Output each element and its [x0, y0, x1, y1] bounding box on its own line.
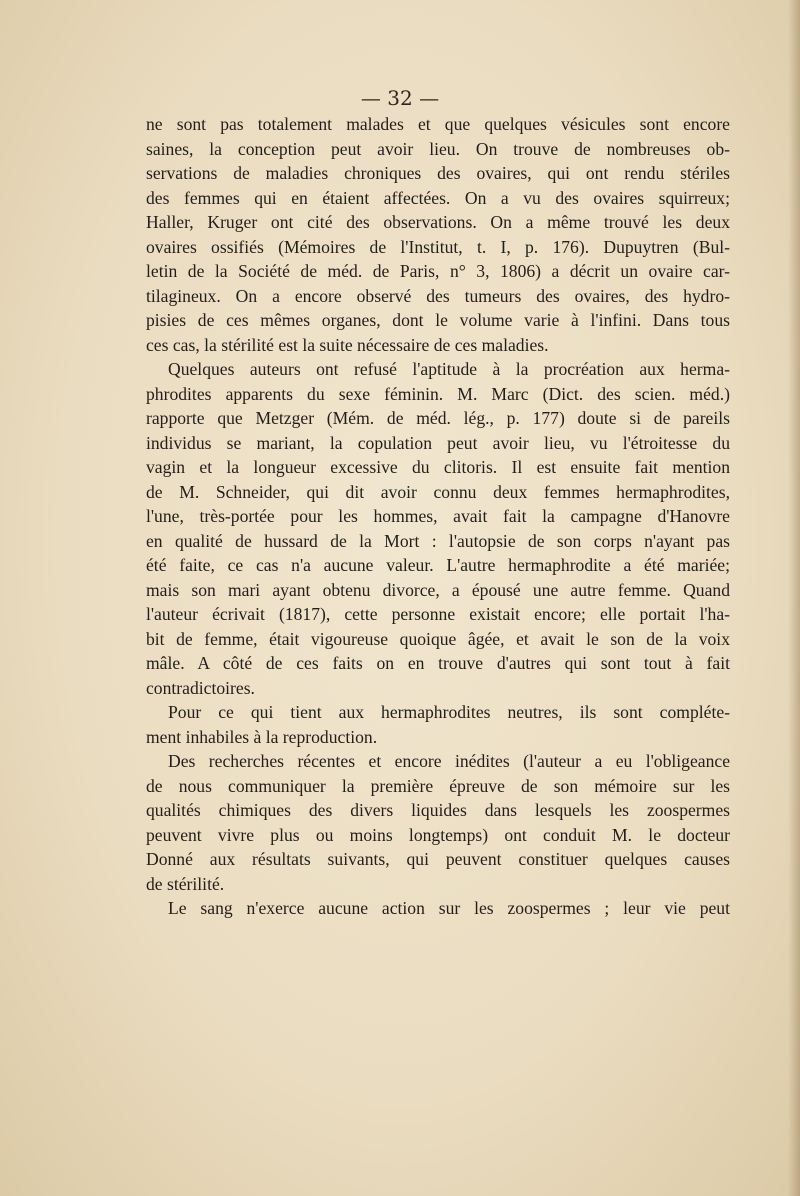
text-line: ovaires ossifiés (Mémoires de l'Institut, t. I, p. 176). Dupuytren (Bul-: [146, 236, 730, 257]
text-line: Pour ce qui tient aux hermaphrodites neutres, ils sont compléte-: [168, 702, 730, 722]
text-line: vagin et la longueur excessive du clitoris. Il est ensuite fait mention: [146, 457, 730, 477]
text-line: Des recherches récentes et encore inédites (l'auteur a eu l'obligeance: [168, 751, 730, 771]
text-line: bit de femme, était vigoureuse quoique âgée, et avait le son de la voix: [146, 628, 730, 649]
text-line: été faite, ce cas n'a aucune valeur. L'autre hermaphrodite a été mariée;: [146, 555, 730, 575]
text-line: de stérilité.: [146, 873, 225, 894]
text-line: l'une, très-portée pour les hommes, avait fait la campagne d'Hanovre: [146, 506, 730, 526]
text-line: qualités chimiques des divers liquides dans lesquels les zoospermes: [146, 800, 730, 820]
text-line: rapporte que Metzger (Mém. de méd. lég., p. 177) doute si de pareils: [146, 408, 730, 428]
text-line: Le sang n'exerce aucune action sur les zoospermes ; leur vie peut: [168, 898, 730, 918]
text-line: en qualité de hussard de la Mort : l'autopsie de son corps n'ayant pas: [146, 530, 730, 551]
page-edge-shadow: [788, 0, 800, 1196]
text-line: de nous communiquer la première épreuve de son mémoire sur les: [146, 775, 730, 796]
text-line: Haller, Kruger ont cité des observations. On a même trouvé les deux: [146, 212, 730, 232]
text-line: ces cas, la stérilité est la suite nécessaire de ces maladies.: [146, 334, 549, 355]
text-line: servations de maladies chroniques des ovaires, qui ont rendu stériles: [146, 163, 730, 183]
text-line: ne sont pas totalement malades et que quelques vésicules sont encore: [146, 114, 730, 134]
text-line: phrodites apparents du sexe féminin. M. Marc (Dict. des scien. méd.): [146, 383, 730, 404]
text-line: letin de la Société de méd. de Paris, n° 3, 1806) a décrit un ovaire car-: [146, 261, 730, 281]
text-line: Quelques auteurs ont refusé l'aptitude à la procréation aux herma-: [168, 359, 730, 379]
text-line: saines, la conception peut avoir lieu. On trouve de nombreuses ob-: [146, 138, 730, 159]
text-line: peuvent vivre plus ou moins longtemps) ont conduit M. le docteur: [146, 824, 730, 845]
text-line: l'auteur écrivait (1817), cette personne existait encore; elle portait l'ha-: [146, 604, 730, 624]
text-line: mâle. A côté de ces faits on en trouve d'autres qui sont tout à fait: [146, 653, 730, 673]
text-line: ment inhabiles à la reproduction.: [146, 726, 378, 747]
text-line: Donné aux résultats suivants, qui peuvent constituer quelques causes: [146, 849, 730, 869]
text-line: mais son mari ayant obtenu divorce, a épousé une autre femme. Quand: [146, 579, 730, 600]
text-line: pisies de ces mêmes organes, dont le volume varie à l'infini. Dans tous: [146, 310, 730, 330]
text-line: individus se mariant, la copulation peut avoir lieu, vu l'étroitesse du: [146, 432, 730, 453]
body-text: [146, 112, 730, 921]
text-line: tilagineux. On a encore observé des tumeurs des ovaires, des hydro-: [146, 285, 730, 306]
text-line: des femmes qui en étaient affectées. On a vu des ovaires squirreux;: [146, 187, 730, 208]
text-line: de M. Schneider, qui dit avoir connu deux femmes hermaphrodites,: [146, 481, 730, 502]
text-line: contradictoires.: [146, 677, 255, 698]
page-number: — 32 —: [360, 86, 440, 110]
